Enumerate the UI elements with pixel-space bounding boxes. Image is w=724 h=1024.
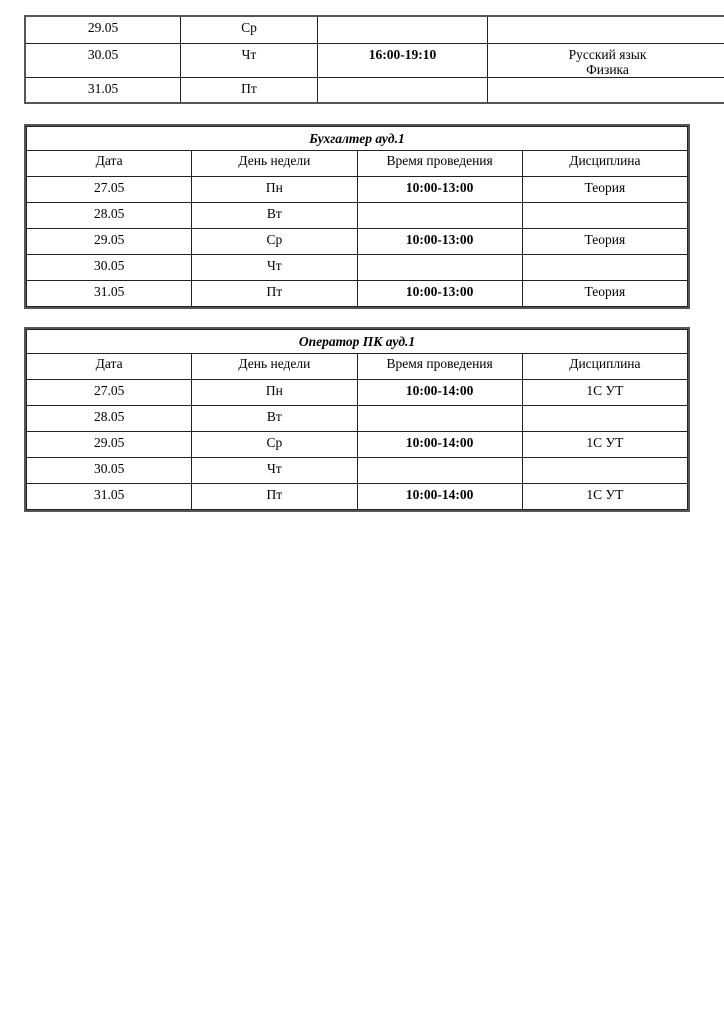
day-cell: Вт xyxy=(192,203,357,229)
header-day: День недели xyxy=(192,354,357,380)
operator-schedule xyxy=(24,327,690,512)
table-title: Бухгалтер ауд.1 xyxy=(27,127,688,151)
subject-cell xyxy=(522,203,687,229)
table-row xyxy=(25,77,724,103)
subject-line: Русский язык xyxy=(568,46,647,62)
table-row xyxy=(27,177,688,203)
table-title-row xyxy=(27,330,688,354)
time-cell: 10:00-14:00 xyxy=(357,380,522,406)
header-row xyxy=(27,151,688,177)
table-row xyxy=(27,255,688,281)
time-cell xyxy=(357,255,522,281)
date-cell: 29.05 xyxy=(25,16,181,43)
subject-cell xyxy=(488,16,724,43)
subject-cell: Теория xyxy=(522,229,687,255)
day-cell: Ср xyxy=(192,229,357,255)
header-time: Время проведения xyxy=(357,151,522,177)
day-cell: Ср xyxy=(192,432,357,458)
schedule-table-continued xyxy=(24,15,724,104)
time-cell xyxy=(318,16,488,43)
subject-cell: 1С УТ xyxy=(522,432,687,458)
operator-table xyxy=(26,329,688,510)
date-cell: 27.05 xyxy=(27,177,192,203)
day-cell: Пт xyxy=(192,281,357,307)
table-row xyxy=(27,281,688,307)
accountant-table xyxy=(26,126,688,307)
day-cell: Чт xyxy=(192,255,357,281)
day-cell: Пн xyxy=(192,177,357,203)
table-row xyxy=(25,16,724,43)
date-cell: 30.05 xyxy=(25,43,181,77)
header-subject: Дисциплина xyxy=(522,354,687,380)
time-cell xyxy=(357,458,522,484)
table-row xyxy=(27,406,688,432)
subject-cell xyxy=(488,77,724,103)
subject-cell xyxy=(488,43,724,77)
day-cell: Пт xyxy=(181,77,318,103)
table-row xyxy=(27,380,688,406)
subject-cell xyxy=(522,458,687,484)
subject-cell: Теория xyxy=(522,281,687,307)
day-cell: Чт xyxy=(192,458,357,484)
time-cell: 10:00-13:00 xyxy=(357,281,522,307)
date-cell: 29.05 xyxy=(27,229,192,255)
date-cell: 31.05 xyxy=(25,77,181,103)
table-title-row xyxy=(27,127,688,151)
header-row xyxy=(27,354,688,380)
date-cell: 28.05 xyxy=(27,406,192,432)
time-cell xyxy=(357,406,522,432)
time-cell xyxy=(357,203,522,229)
day-cell: Пт xyxy=(192,484,357,510)
table-title: Оператор ПК ауд.1 xyxy=(27,330,688,354)
time-cell: 10:00-14:00 xyxy=(357,432,522,458)
subject-cell: 1С УТ xyxy=(522,484,687,510)
date-cell: 30.05 xyxy=(27,458,192,484)
day-cell: Ср xyxy=(181,16,318,43)
date-cell: 31.05 xyxy=(27,484,192,510)
table-row xyxy=(27,203,688,229)
subject-cell: Теория xyxy=(522,177,687,203)
header-day: День недели xyxy=(192,151,357,177)
day-cell: Вт xyxy=(192,406,357,432)
time-cell: 16:00-19:10 xyxy=(318,43,488,77)
time-cell: 10:00-13:00 xyxy=(357,177,522,203)
date-cell: 27.05 xyxy=(27,380,192,406)
time-cell: 10:00-13:00 xyxy=(357,229,522,255)
table-row xyxy=(27,458,688,484)
accountant-schedule xyxy=(24,124,690,309)
date-cell: 31.05 xyxy=(27,281,192,307)
day-cell: Чт xyxy=(181,43,318,77)
date-cell: 28.05 xyxy=(27,203,192,229)
header-time: Время проведения xyxy=(357,354,522,380)
subject-cell xyxy=(522,255,687,281)
time-cell xyxy=(318,77,488,103)
table-row xyxy=(25,43,724,77)
date-cell: 29.05 xyxy=(27,432,192,458)
subject-line: Физика xyxy=(586,61,629,77)
subject-cell xyxy=(522,406,687,432)
day-cell: Пн xyxy=(192,380,357,406)
subject-cell: 1С УТ xyxy=(522,380,687,406)
table-row xyxy=(27,432,688,458)
time-cell: 10:00-14:00 xyxy=(357,484,522,510)
date-cell: 30.05 xyxy=(27,255,192,281)
table-row xyxy=(27,484,688,510)
header-date: Дата xyxy=(27,151,192,177)
header-subject: Дисциплина xyxy=(522,151,687,177)
table-row xyxy=(27,229,688,255)
header-date: Дата xyxy=(27,354,192,380)
